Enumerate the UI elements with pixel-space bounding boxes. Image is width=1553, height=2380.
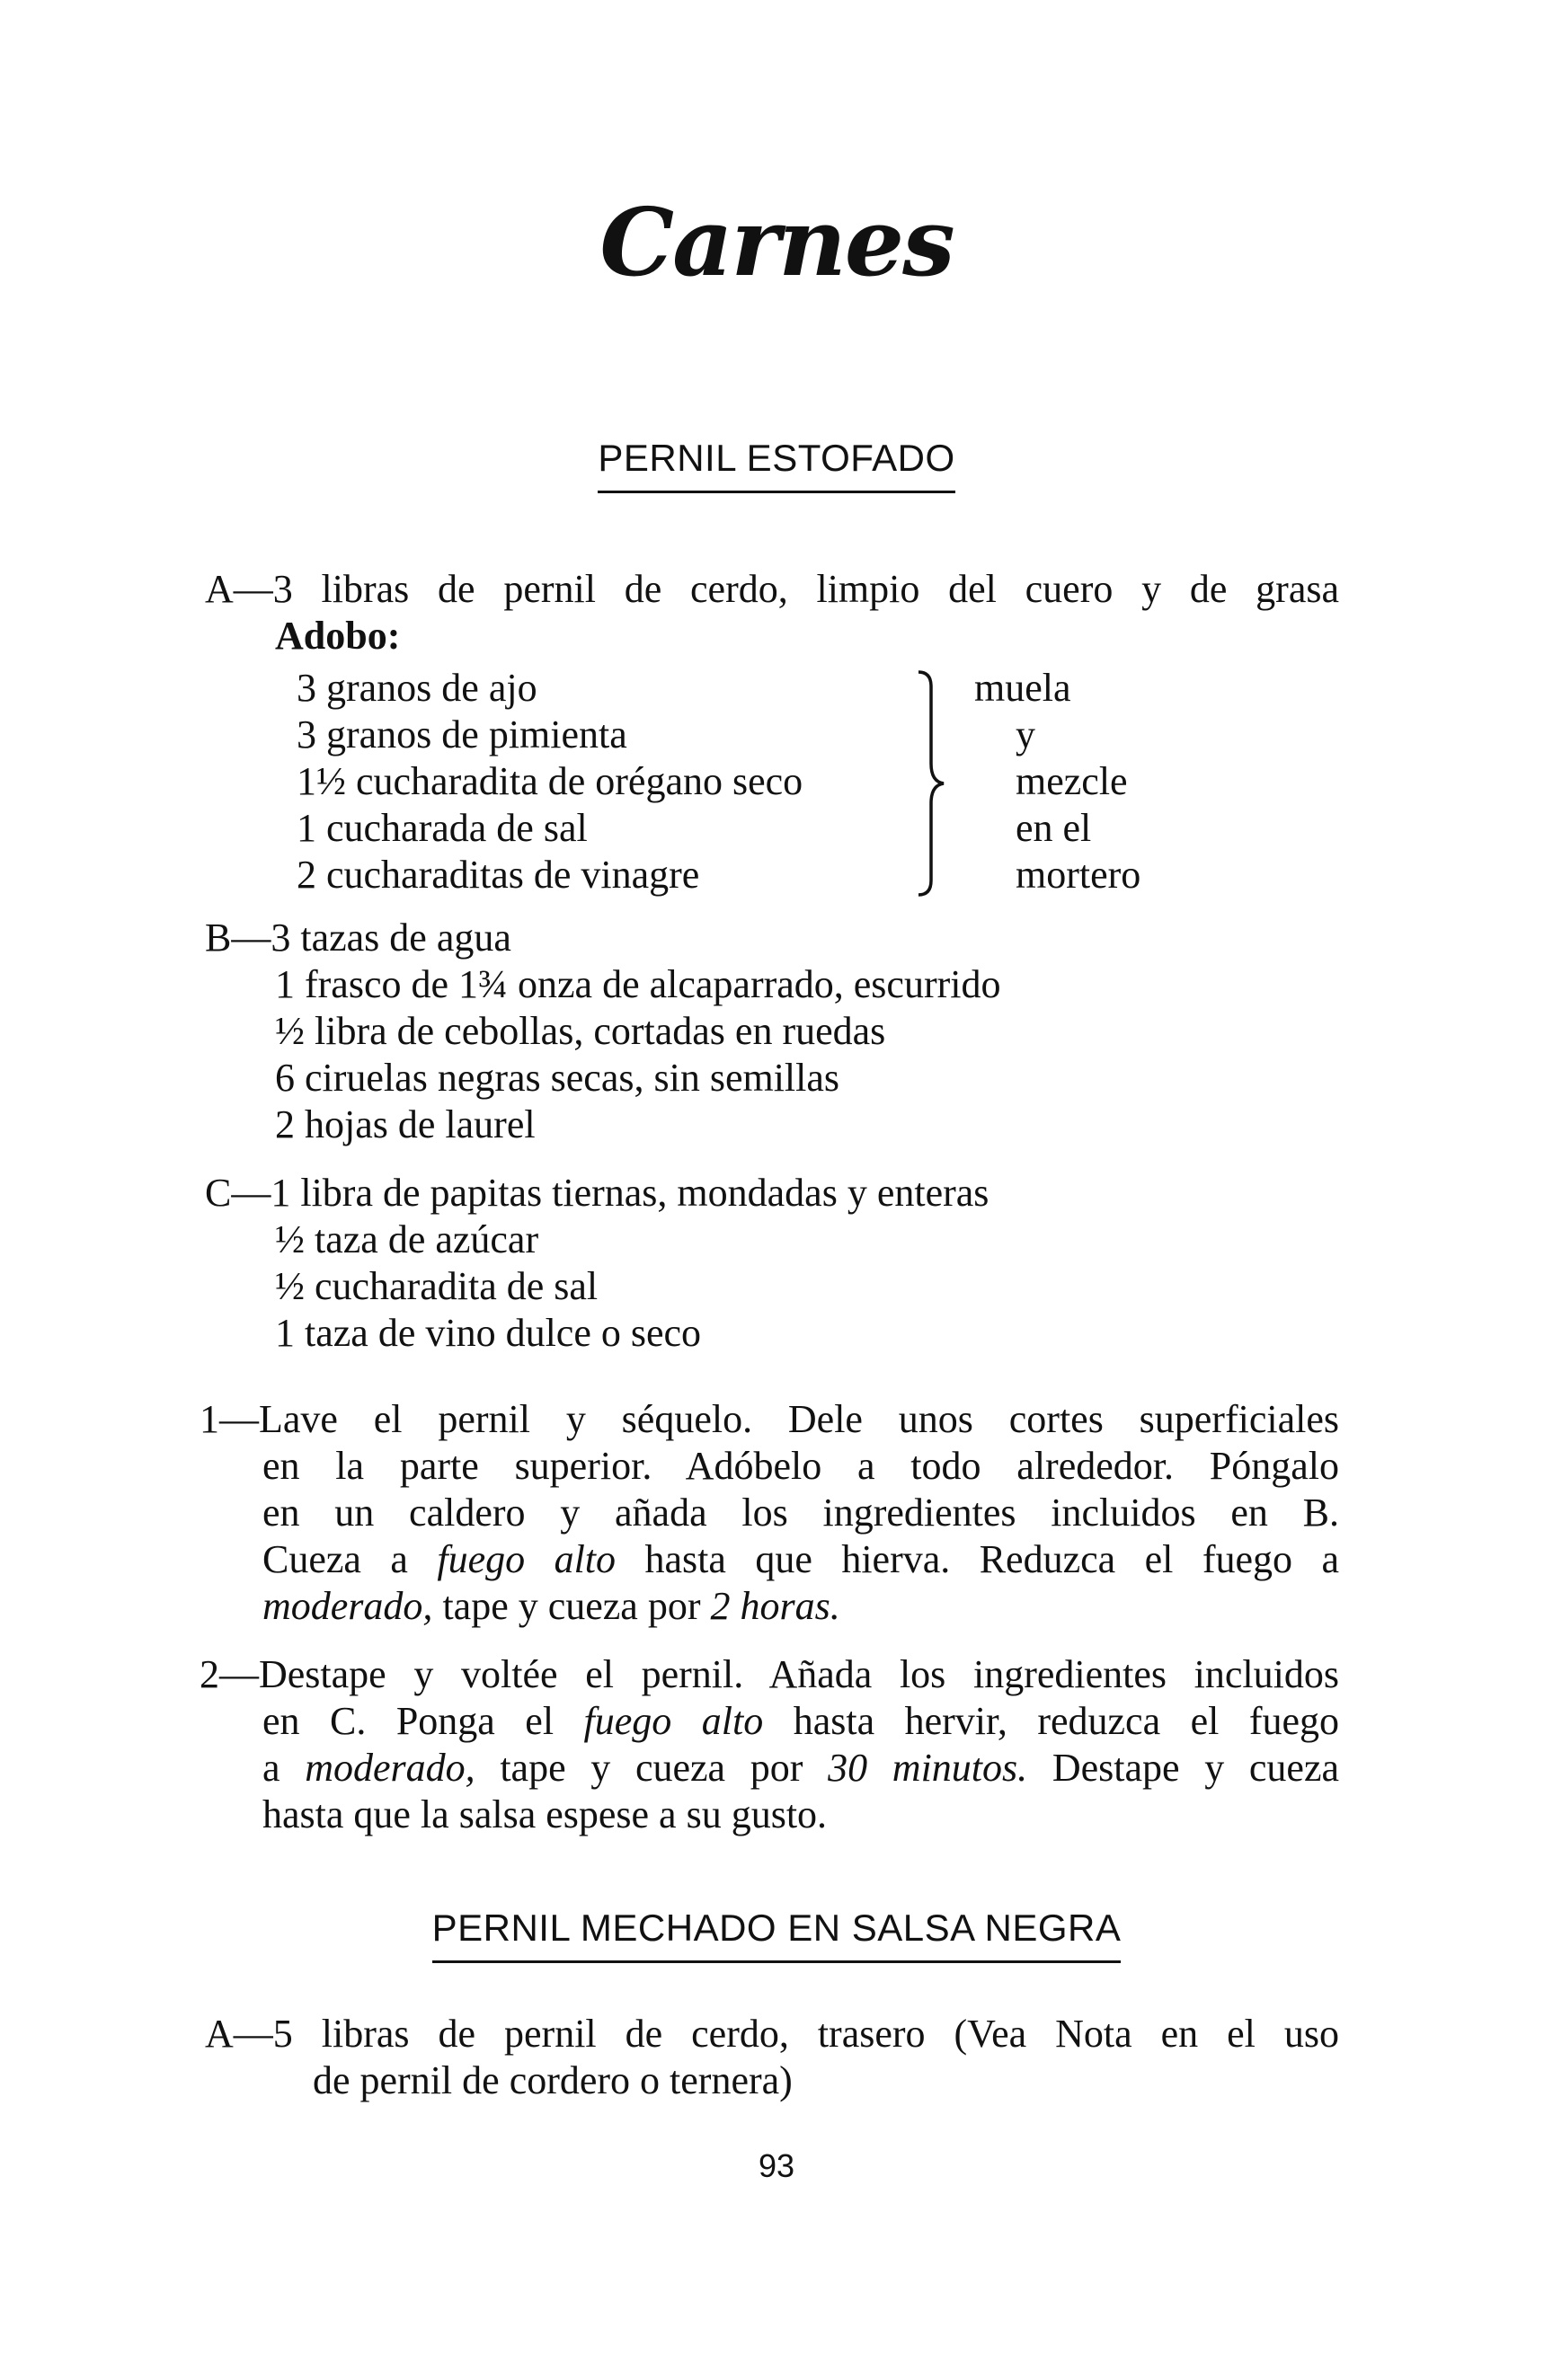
page-number: 93	[758, 2147, 795, 2184]
adobo-item: 3 granos de pimienta	[297, 712, 627, 756]
ingredient-line: ½ cucharadita de sal	[275, 1264, 599, 1308]
step-1-line: moderado, tape y cueza por 2 horas.	[262, 1584, 840, 1628]
recipe-title-pernil-mechado	[0, 1907, 1553, 1963]
ingredient-line: ½ libra de cebollas, cortadas en ruedas	[275, 1009, 886, 1053]
right-brace-icon	[913, 667, 949, 900]
recipe-title-text: PERNIL MECHADO EN SALSA NEGRA	[432, 1907, 1122, 1963]
ingredient-line: 1 frasco de 1¾ onza de alcaparrado, escurrido	[275, 962, 1001, 1006]
adobo-note: y	[1016, 712, 1035, 756]
adobo-note: en el	[1016, 806, 1092, 850]
ingredient-line: ½ taza de azúcar	[275, 1217, 539, 1261]
ingredient-line: 6 ciruelas negras secas, sin semillas	[275, 1056, 840, 1100]
step-1-line: en la parte superior. Adóbelo a todo alrededor. Póngalo	[262, 1444, 1339, 1488]
step-1-line: 1—Lave el pernil y séquelo. Dele unos cortes superficiales	[200, 1397, 1339, 1441]
ingredient-group-a: A—5 libras de pernil de cerdo, trasero (Vea Nota en el uso	[205, 2012, 1339, 2056]
step-1-line: en un caldero y añada los ingredientes incluidos en B.	[262, 1491, 1339, 1535]
ingredient-group-a: A—3 libras de pernil de cerdo, limpio del cuero y de grasa	[205, 567, 1339, 611]
adobo-note: mortero	[1016, 853, 1141, 897]
adobo-item: 2 cucharaditas de vinagre	[297, 853, 700, 897]
ingredient-line: 1 taza de vino dulce o seco	[275, 1311, 702, 1355]
step-2-line: hasta que la salsa espese a su gusto.	[262, 1792, 828, 1836]
adobo-label: Adobo:	[275, 614, 401, 658]
ingredient-line: de pernil de cordero o ternera)	[313, 2058, 793, 2102]
ingredient-group-b: B—3 tazas de agua	[205, 916, 511, 960]
adobo-item: 1 cucharada de sal	[297, 806, 588, 850]
step-1-line: Cueza a fuego alto hasta que hierva. Reduzca el fuego a	[262, 1537, 1339, 1581]
ingredient-line: 2 hojas de laurel	[275, 1102, 536, 1146]
recipe-title-text: PERNIL ESTOFADO	[598, 437, 954, 493]
step-2-line: a moderado, tape y cueza por 30 minutos. Destape y cueza	[262, 1746, 1340, 1790]
adobo-note: muela	[974, 666, 1071, 710]
step-2-line: en C. Ponga el fuego alto hasta hervir, reduzca el fuego	[262, 1699, 1339, 1743]
recipe-title-pernil-estofado	[0, 437, 1553, 493]
ingredient-group-c: C—1 libra de papitas tiernas, mondadas y enteras	[205, 1171, 989, 1215]
adobo-note: mezcle	[1016, 759, 1128, 803]
chapter-title: Carnes	[599, 187, 954, 297]
adobo-item: 3 granos de ajo	[297, 666, 537, 710]
step-2-line: 2—Destape y voltée el pernil. Añada los ingredientes incluidos	[200, 1652, 1339, 1696]
adobo-item: 1½ cucharadita de orégano seco	[297, 759, 803, 803]
